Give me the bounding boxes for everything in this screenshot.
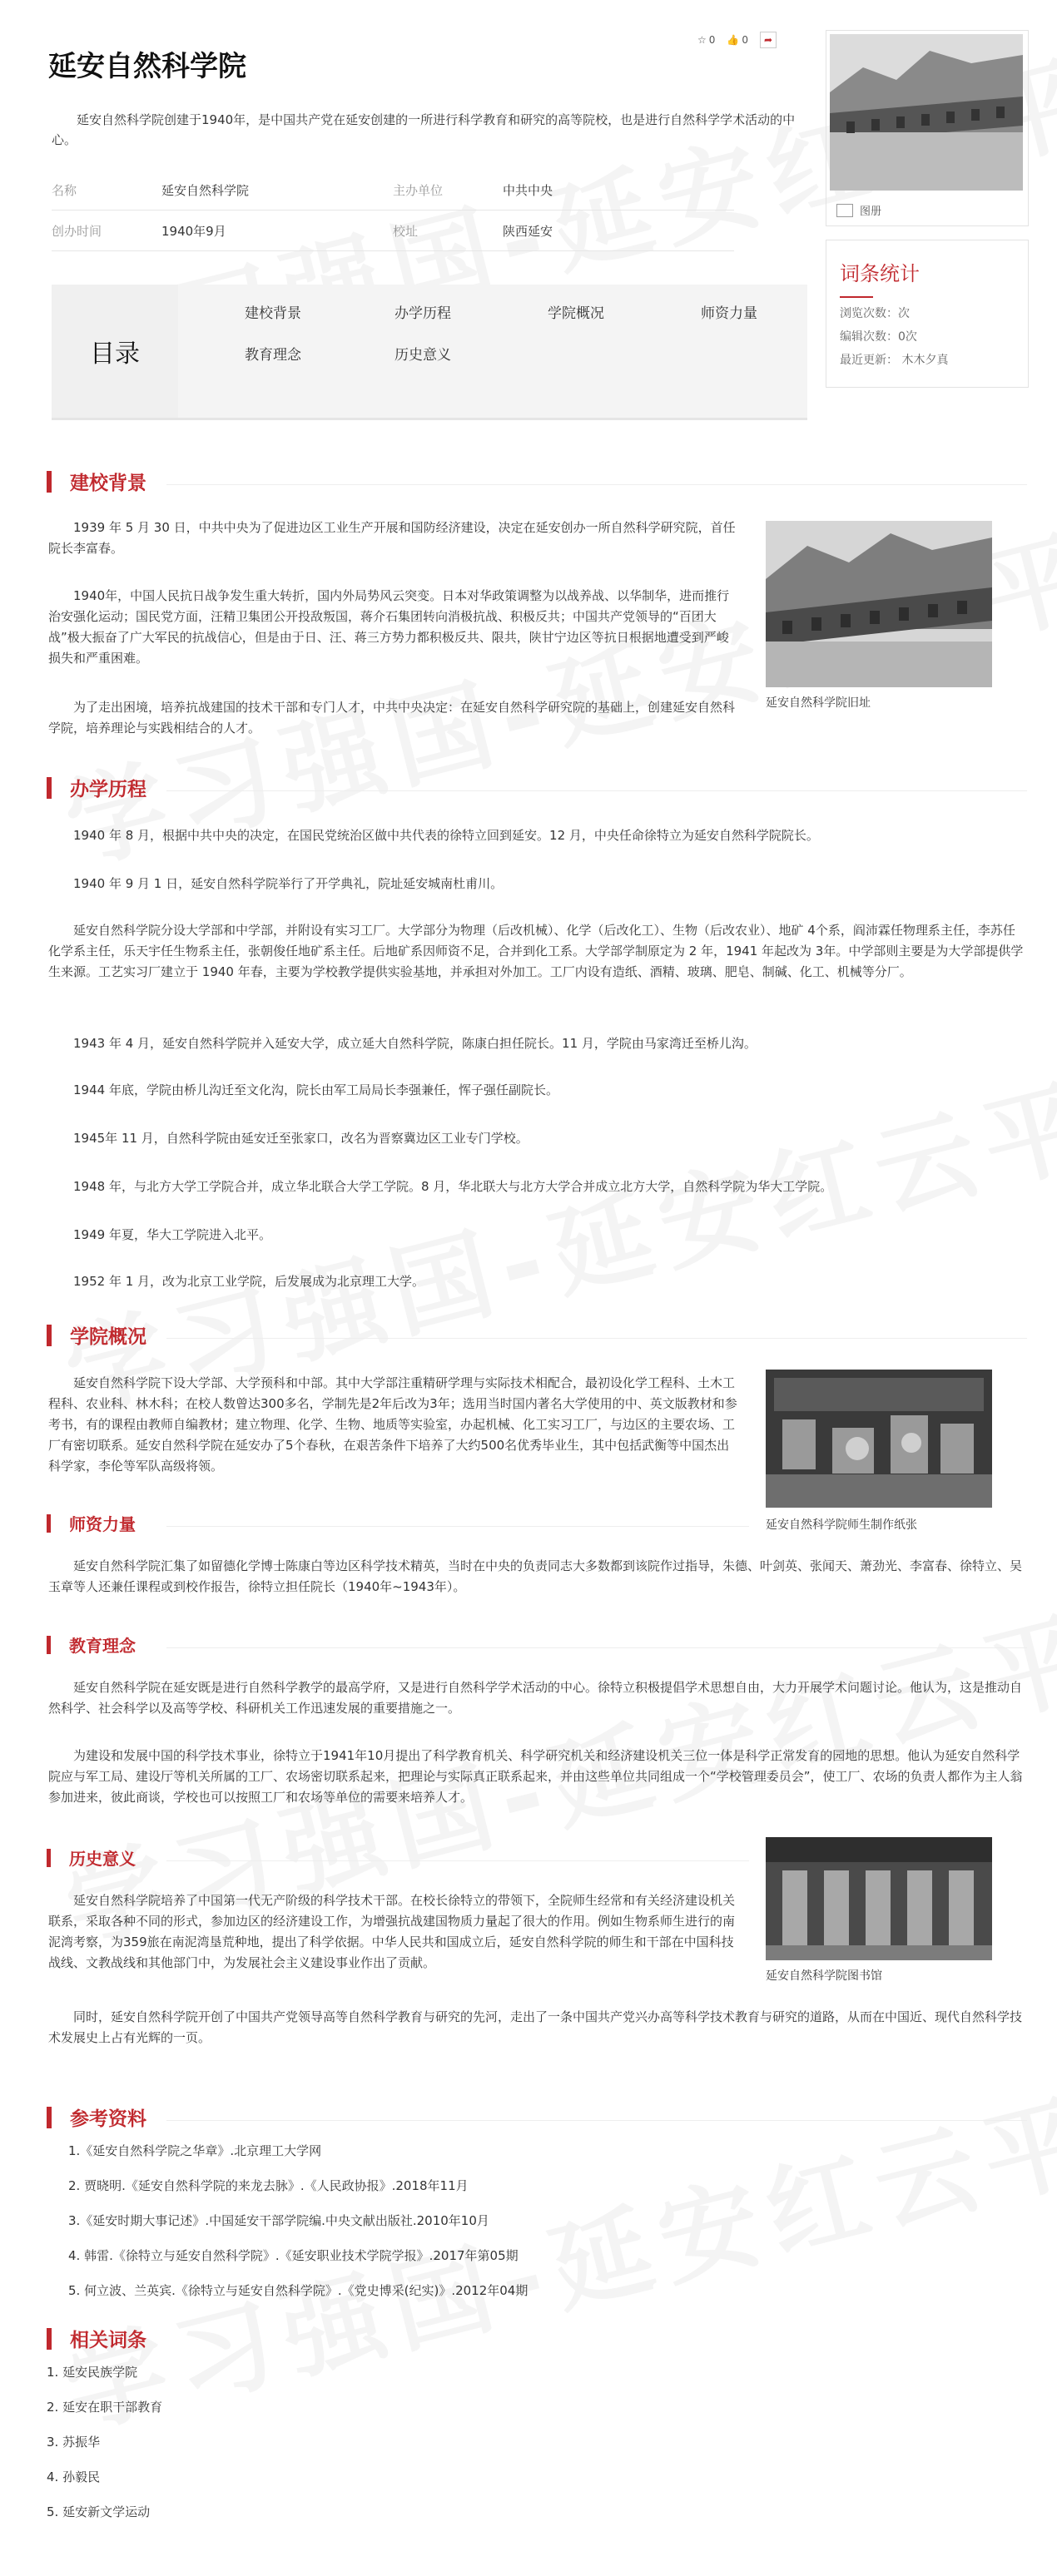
section-title: 历史意义 bbox=[69, 1849, 136, 1869]
toc-item[interactable]: 学院概况 bbox=[548, 305, 604, 322]
paragraph: 延安自然科学院下设大学部、大学预科和中部。其中大学部注重精研学理与实际技术相配合，最初设化学工程科、土木工程科、农业科、林木科；在校人数曾达300多名，学制先是2年后改为3年；选用当时国内著名大学使用的中、英文版教材和参考书，有的课程由教师自编教材；建立物理、化学、生物、地质等实验室，办起机械、化工实习工厂，与边区的主要农场、工厂有密切联系。延安自然科学院在延安办了5个春秋，在艰苦条件下培养了大约500名优秀毕业生，其中包括武衡等中国杰出科学家，李伦等军队高级将领。 bbox=[48, 1375, 737, 1474]
toc-item[interactable]: 办学历程 bbox=[395, 305, 451, 322]
photo-caption: 延安自然科学院师生制作纸张 bbox=[766, 1518, 917, 1532]
paragraph: 1940 年 9 月 1 日，延安自然科学院举行了开学典礼，院址延安城南杜甫川。 bbox=[73, 876, 504, 891]
paragraph: 1940年，中国人民抗日战争发生重大转折，国内外局势风云突变。日本对华政策调整为以战养战、以华制华，进而推行治安强化运动；国民党方面，汪精卫集团公开投敌叛国，蒋介石集团转向消极抗战、积极反共；中国共产党领导的“百团大战”极大振奋了广大军民的抗战信心，但是由于日、汪、蒋三方势力都积极反共、限共，陕甘宁边区等抗日根据地遭受到严峻损失和严重困难。 bbox=[48, 588, 730, 666]
section-marker bbox=[47, 1325, 52, 1346]
photo-caption: 延安自然科学院图书馆 bbox=[766, 1969, 882, 1983]
section-marker bbox=[47, 1514, 51, 1533]
toc-item[interactable]: 教育理念 bbox=[245, 347, 301, 364]
section-title: 学院概况 bbox=[70, 1326, 146, 1348]
paragraph: 延安自然科学院分设大学部和中学部，并附设有实习工厂。大学部分为物理（后改机械）、化学（后改化工）、生物（后改农业）、地矿 4个系，阎沛霖任物理系主任，李苏任化学系主任，乐天宇任生物系主任，张朝俊任地矿系主任。后地矿系因师资不足，合并到化工系。大学部学制原定为 2 年，1941 年起改为 3年。中学部则主要是为大学部提供学生来源。工艺实习厂建立于 1940 年春，主要为学校教学提供实验基地，并承担对外加工。工厂内设有造纸、酒精、玻璃、肥皂、制碱、化工、机械等分厂。 bbox=[48, 923, 1024, 979]
section-rule bbox=[166, 484, 1027, 485]
info-value: 1940年9月 bbox=[161, 223, 226, 239]
entry-stats-card bbox=[826, 240, 1029, 388]
stats-updated: 最近更新： 木木夕真 bbox=[840, 354, 949, 367]
toc-item[interactable]: 历史意义 bbox=[395, 347, 451, 364]
section-marker bbox=[47, 1636, 51, 1654]
reference-item[interactable]: 4. 韩雷.《徐特立与延安自然科学院》.《延安职业技术学院学报》.2017年第05期 bbox=[68, 2248, 519, 2263]
info-value: 中共中央 bbox=[503, 182, 553, 198]
reference-item[interactable]: 3.《延安时期大事记述》.中国延安干部学院编.中央文献出版社.2010年10月 bbox=[68, 2213, 489, 2228]
related-item[interactable]: 3. 苏振华 bbox=[47, 2435, 101, 2450]
section-rule bbox=[166, 790, 1027, 791]
section-title: 参考资料 bbox=[70, 2108, 146, 2130]
related-item[interactable]: 2. 延安在职干部教育 bbox=[47, 2400, 163, 2415]
paragraph: 1945年 11 月，自然科学院由延安迁至张家口，改名为晋察冀边区工业专门学校。 bbox=[73, 1131, 528, 1146]
paragraph: 延安自然科学院在延安既是进行自然科学教学的最高学府，又是进行自然科学学术活动的中心。徐特立积极提倡学术思想自由，大力开展学术问题讨论。他认为，这是推动自然科学、社会科学以及高等学校、科研机关工作迅速发展的重要措施之一。 bbox=[48, 1680, 1023, 1716]
info-label: 创办时间 bbox=[52, 223, 102, 239]
share-button[interactable] bbox=[760, 32, 777, 48]
section-rule bbox=[166, 1526, 749, 1527]
stats-edits: 编辑次数：0次 bbox=[840, 330, 917, 344]
favorite-button[interactable] bbox=[697, 32, 715, 48]
info-row bbox=[52, 211, 734, 251]
paragraph: 1943 年 4 月，延安自然科学院并入延安大学，成立延大自然科学院，陈康白担任院长。11 月，学院由马家湾迁至桥儿沟。 bbox=[73, 1036, 757, 1051]
section-title: 相关词条 bbox=[70, 2330, 146, 2351]
like-button[interactable] bbox=[727, 32, 748, 48]
section-marker bbox=[47, 2328, 52, 2350]
section-title: 师资力量 bbox=[69, 1514, 136, 1534]
info-value: 延安自然科学院 bbox=[161, 182, 250, 198]
section-rule bbox=[166, 1338, 1027, 1339]
album-photo[interactable] bbox=[830, 34, 1023, 191]
related-item[interactable]: 1. 延安民族学院 bbox=[47, 2365, 138, 2380]
section-rule bbox=[166, 2120, 1027, 2121]
section-heading bbox=[47, 2103, 146, 2131]
section-title: 办学历程 bbox=[70, 779, 146, 800]
info-label: 主办单位 bbox=[393, 182, 444, 198]
section-rule bbox=[166, 1647, 1027, 1648]
section-marker bbox=[47, 1849, 51, 1867]
stats-divider bbox=[840, 296, 873, 298]
paragraph: 同时，延安自然科学院开创了中国共产党领导高等自然科学教育与研究的先河，走出了一条中国共产党兴办高等科学技术教育与研究的道路，从而在中国近、现代自然科学技术发展史上占有光辉的一页。 bbox=[48, 2009, 1023, 2045]
table-of-contents bbox=[52, 285, 807, 420]
reference-list bbox=[68, 2142, 528, 2316]
reference-item[interactable]: 1.《延安自然科学院之华章》.北京理工大学网 bbox=[68, 2143, 322, 2158]
section-heading bbox=[47, 2325, 146, 2352]
section-marker bbox=[47, 471, 52, 493]
paragraph: 延安自然科学院培养了中国第一代无产阶级的科学技术干部。在校长徐特立的带领下，全院师生经常和有关经济建设机关联系，采取各种不同的形式，参加边区的经济建设工作，为增强抗战建国物质力量起了很大的作用。例如生物系师生进行的南泥湾考察，为359旅在南泥湾垦荒种地，提出了科学依据。中华人民共和国成立后，延安自然科学院的师生和干部在中国科技战线、文教战线和其他部门中，为发展社会主义建设事业作出了贡献。 bbox=[48, 1893, 736, 1970]
section-heading bbox=[47, 1321, 146, 1349]
paragraph: 1949 年夏，华大工学院进入北平。 bbox=[73, 1227, 271, 1242]
album-card[interactable] bbox=[826, 30, 1029, 226]
reference-item[interactable]: 2. 贾晓明.《延安自然科学院的来龙去脉》.《人民政协报》.2018年11月 bbox=[68, 2178, 469, 2193]
stats-title: 词条统计 bbox=[840, 262, 920, 285]
section-heading bbox=[47, 774, 146, 801]
like-count: 0 bbox=[742, 34, 748, 46]
star-icon: ☆ bbox=[697, 34, 707, 46]
paragraph: 1944 年底，学院由桥儿沟迁至文化沟，院长由军工局局长李强兼任，恽子强任副院长。 bbox=[73, 1082, 558, 1097]
paragraph: 1939 年 5 月 30 日，中共中央为了促进边区工业生产开展和国防经济建设，决定在延安创办一所自然科学研究院，首任院长李富春。 bbox=[48, 520, 736, 556]
subsection-heading bbox=[47, 1511, 136, 1535]
favorite-count: 0 bbox=[708, 34, 716, 46]
section-title: 教育理念 bbox=[69, 1636, 136, 1656]
album-caption-row bbox=[826, 197, 1028, 223]
paragraph: 延安自然科学院汇集了如留德化学博士陈康白等边区科学技术精英，当时在中央的负责同志大多数都到该院作过指导，朱德、叶剑英、张闻天、萧劲光、李富春、徐特立、吴玉章等人还兼任课程或到校作报告，徐特立担任院长（1940年~1943年）。 bbox=[48, 1558, 1023, 1594]
album-caption: 图册 bbox=[860, 206, 882, 218]
paragraph: 为建设和发展中国的科学技术事业，徐特立于1941年10月提出了科学教育机关、科学研究机关和经济建设机关三位一体是科学正常发育的园地的思想。他认为延安自然科学院应与军工局、建设厅等机关所属的工厂、农场密切联系起来，把理论与实际真正联系起来，并由这些单位共同组成一个“学校管理委员会”，使工厂、农场的负责人都作为主人翁参加进来，彼此商谈，学校也可以按照工厂和农场等单位的需要来培养人才。 bbox=[48, 1748, 1023, 1805]
section-photo bbox=[766, 1370, 992, 1508]
section-marker bbox=[47, 777, 52, 799]
photo-caption: 延安自然科学院旧址 bbox=[766, 696, 871, 710]
reference-item[interactable]: 5. 何立波、兰英宾.《徐特立与延安自然科学院》.《党史博采(纪实)》.2012年04期 bbox=[68, 2283, 528, 2298]
section-heading bbox=[47, 468, 146, 495]
info-value: 陕西延安 bbox=[503, 223, 553, 239]
section-photo bbox=[766, 1837, 992, 1960]
related-item[interactable]: 4. 孙毅民 bbox=[47, 2469, 101, 2484]
related-list bbox=[47, 2363, 162, 2538]
related-item[interactable]: 5. 延安新文学运动 bbox=[47, 2504, 151, 2519]
entry-actions bbox=[697, 32, 777, 48]
entry-summary: 延安自然科学院创建于1940年，是中国共产党在延安创建的一所进行科学教育和研究的高等院校，也是进行自然科学学术活动的中心。 bbox=[52, 112, 796, 147]
info-label: 名称 bbox=[52, 182, 77, 198]
subsection-heading bbox=[47, 1845, 136, 1870]
info-row bbox=[52, 170, 734, 211]
section-marker bbox=[47, 2107, 52, 2128]
thumbs-up-icon: 👍 bbox=[727, 34, 740, 46]
info-table bbox=[52, 170, 734, 251]
stats-views: 浏览次数：次 bbox=[840, 307, 910, 320]
toc-label: 目录 bbox=[52, 285, 178, 418]
paragraph: 1940 年 8 月，根据中共中央的决定，在国民党统治区做中共代表的徐特立回到延安。12 月，中央任命徐特立为延安自然科学院院长。 bbox=[73, 828, 819, 843]
paragraph: 1952 年 1 月，改为北京工业学院，后发展成为北京理工大学。 bbox=[73, 1274, 425, 1289]
section-rule bbox=[166, 1860, 749, 1861]
section-photo bbox=[766, 521, 992, 687]
image-gallery-icon bbox=[836, 204, 853, 217]
toc-item[interactable]: 建校背景 bbox=[245, 305, 301, 322]
paragraph: 1948 年，与北方大学工学院合并，成立华北联合大学工学院。8 月，华北联大与北方大学合并成立北方大学，自然科学院为华大工学院。 bbox=[73, 1179, 833, 1194]
info-label: 校址 bbox=[393, 223, 419, 239]
share-icon: ➦ bbox=[760, 32, 777, 48]
toc-item[interactable]: 师资力量 bbox=[701, 305, 757, 322]
paragraph: 为了走出困境，培养抗战建国的技术干部和专门人才，中共中央决定：在延安自然科学研究院的基础上，创建延安自然科学院，培养理论与实践相结合的人才。 bbox=[48, 700, 736, 736]
page-title: 延安自然科学院 bbox=[48, 50, 246, 83]
section-title: 建校背景 bbox=[70, 473, 146, 494]
subsection-heading bbox=[47, 1632, 136, 1657]
